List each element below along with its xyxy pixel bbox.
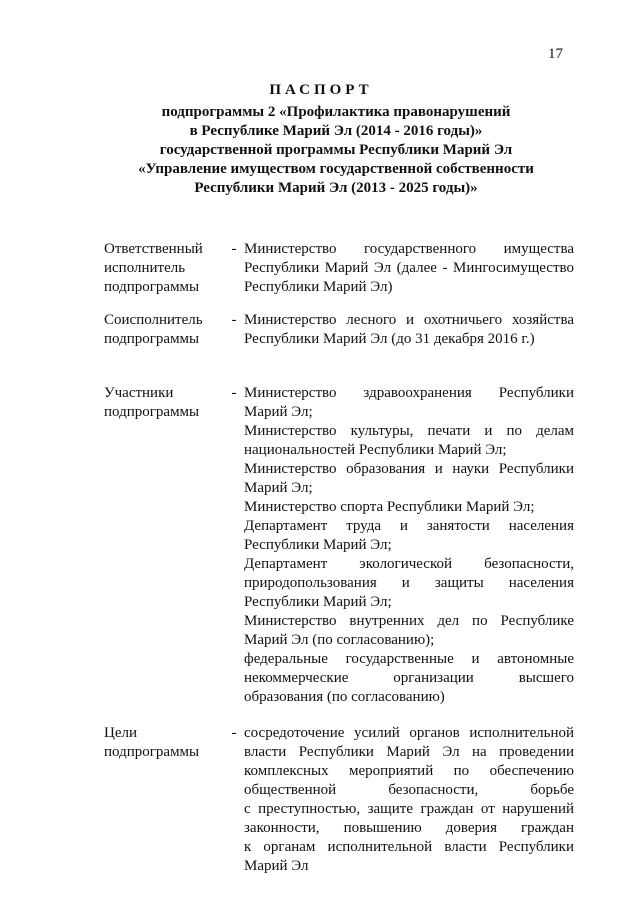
row-dash: - — [231, 241, 237, 257]
subtitle-line: Республики Марий Эл (2013 - 2025 годы)» — [194, 180, 478, 196]
row-dash: - — [231, 725, 237, 741]
row-label: Соисполнитель подпрограммы — [104, 312, 203, 347]
row-dash: - — [231, 312, 237, 328]
row-co-executor — [104, 311, 574, 349]
passport-table — [104, 240, 574, 876]
row-label: Участники подпрограммы — [104, 385, 200, 420]
row-dash: - — [231, 385, 237, 401]
row-content: Министерство лесного и охотничьего хозяйства Республики Марий Эл (до 31 декабря 2016 г.) — [244, 312, 574, 347]
row-label: Цели подпрограммы — [104, 725, 200, 760]
subtitle-line: государственной программы Республики Марий Эл — [159, 142, 513, 158]
row-participants — [104, 384, 574, 707]
row-content: сосредоточение усилий органов исполнительной власти Республики Марий Эл на проведении комплексных мероприятий по обеспечению общественной безопасности, борьбе с преступностью, защите граждан от нарушений законности, повышению доверия граждан к органам исполнительной власти Республики Марий Эл — [244, 725, 574, 874]
subtitle — [100, 103, 572, 198]
row-label: Ответственный исполнитель подпрограммы — [104, 241, 203, 295]
row-goals — [104, 724, 574, 876]
subtitle-line: в Республике Марий Эл (2014 - 2016 годы)» — [189, 123, 483, 139]
row-responsible-executor — [104, 240, 574, 297]
row-content: Министерство здравоохранения Республики Марий Эл; Министерство культуры, печати и по делам национальностей Республики Марий Эл; Министерство образования и науки Республики Марий Эл; Министерство спорта Республики Марий Эл; Департамент труда и занятости населения Республики Марий Эл; Департамент экологической безопасности, природопользования и защиты населения Республики Марий Эл; Министерство внутренних дел по Республике Марий Эл (по согласованию); федеральные государственные и автономные некоммерческие организации высшего образования (по согласованию) — [244, 385, 574, 705]
row-content: Министерство государственного имущества Республики Марий Эл (далее - Мингосимущество Республики Марий Эл) — [244, 241, 574, 295]
passport-title: ПАСПОРТ — [269, 82, 373, 98]
page-number: 17 — [548, 46, 563, 62]
subtitle-line: подпрограммы 2 «Профилактика правонарушений — [161, 104, 511, 120]
subtitle-line: «Управление имуществом государственной собственности — [138, 161, 534, 177]
